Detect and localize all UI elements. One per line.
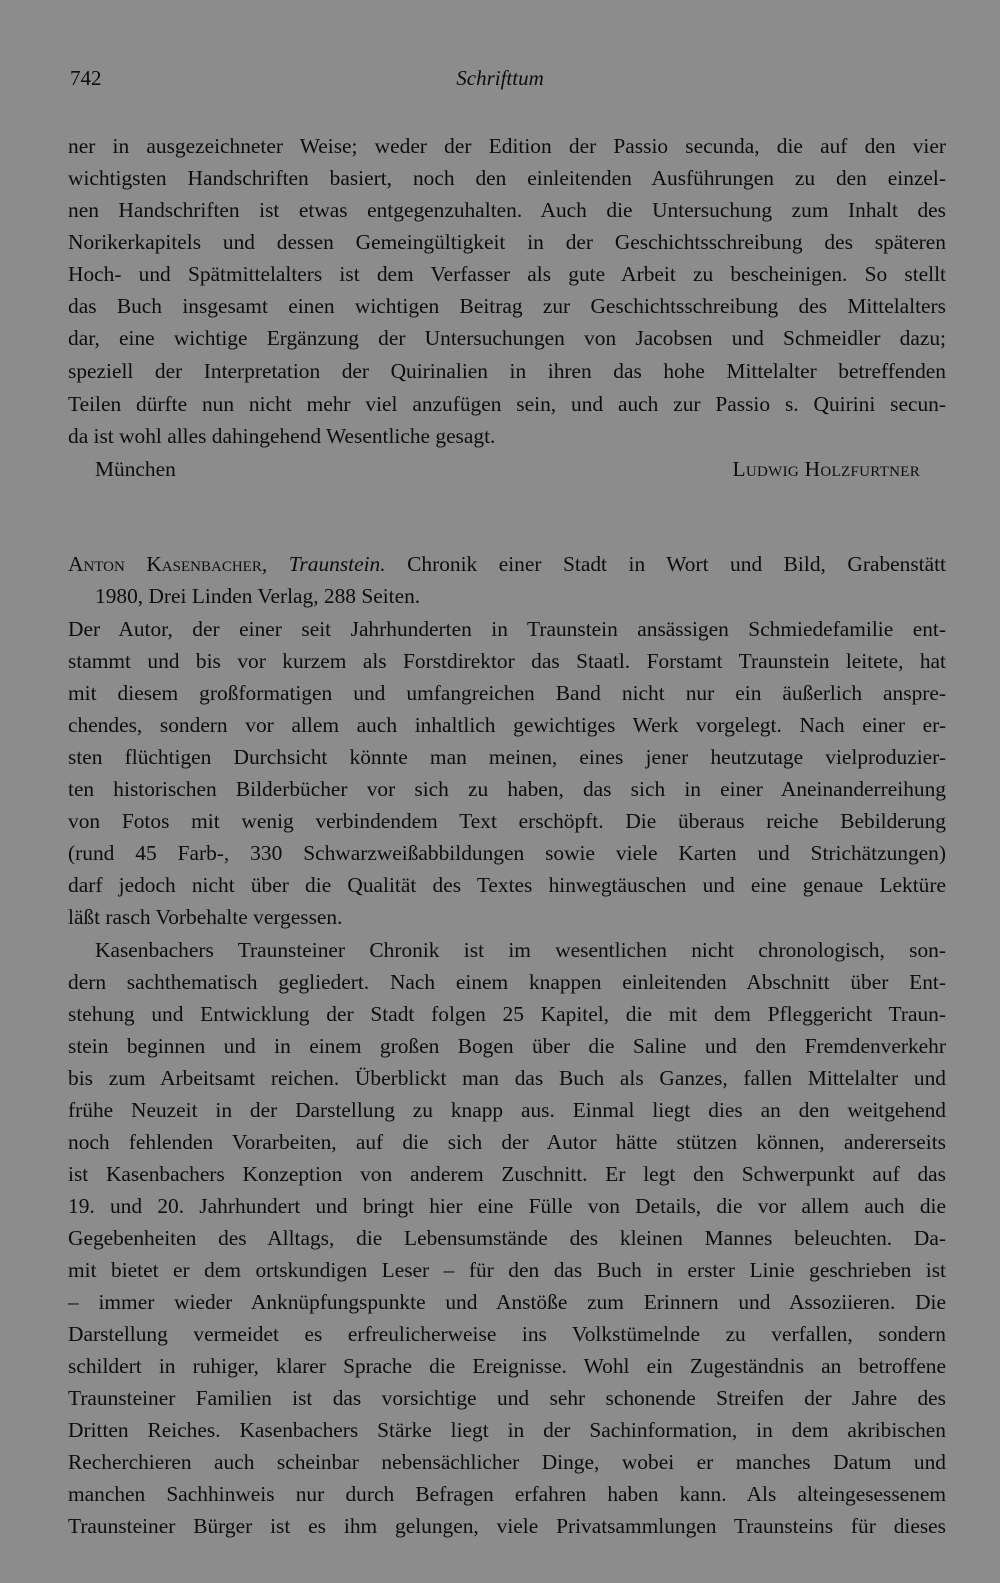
text-line: Kasenbachers Traunsteiner Chronik ist im wesentlichen nicht chronologisch, son- — [95, 938, 946, 962]
text-line: da ist wohl alles dahingehend Wesentliche gesagt. — [68, 424, 496, 448]
text-line: stammt und bis vor kurzem als Forstdirektor das Staatl. Forstamt Traunstein leitete, hat — [68, 649, 946, 673]
text-line: Hoch- und Spätmittelalters ist dem Verfasser als gute Arbeit zu bescheinigen. So stellt — [68, 262, 946, 286]
text-line: bis zum Arbeitsamt reichen. Überblickt man das Buch als Ganzes, fallen Mittelalter und — [68, 1066, 946, 1090]
text-line: speziell der Interpretation der Quirinalien in ihren das hohe Mittelalter betreffenden — [68, 359, 946, 383]
text-line: sten flüchtigen Durchsicht könnte man meinen, eines jener heutzutage vielproduzier- — [68, 745, 946, 769]
citation-line-1 — [68, 548, 946, 580]
text-line: dern sachthematisch gegliedert. Nach einem knappen einleitenden Abschnitt über Ent- — [68, 970, 946, 994]
text-line: wichtigsten Handschriften basiert, noch den einleitenden Ausführungen zu den einzel- — [68, 166, 946, 190]
text-line: Recherchieren auch scheinbar nebensächlicher Dinge, wobei er manches Datum und — [68, 1450, 946, 1474]
citation-title: Traunstein. — [288, 552, 386, 576]
running-title: Schrifttum — [456, 66, 544, 90]
text-line: mit bietet er dem ortskundigen Leser – für den das Buch in erster Linie geschrieben ist — [68, 1258, 946, 1282]
text-line: noch fehlenden Vorarbeiten, auf die sich der Autor hätte stützen können, andererseits — [68, 1130, 946, 1154]
citation-details: Chronik einer Stadt in Wort und Bild, Grabenstätt — [407, 552, 946, 576]
text-line: chendes, sondern vor allem auch inhaltlich gewichtiges Werk vorgelegt. Nach einer er- — [68, 713, 946, 737]
citation-author: Anton Kasenbacher, — [68, 552, 268, 576]
text-line: Teilen dürfte nun nicht mehr viel anzufügen sein, und auch zur Passio s. Quirini secun- — [68, 392, 946, 416]
text-line: stein beginnen und in einem großen Bogen über die Saline und den Fremdenverkehr — [68, 1034, 946, 1058]
text-line: schildert in ruhiger, klarer Sprache die Ereignisse. Wohl ein Zugeständnis an betroffene — [68, 1354, 946, 1378]
text-line: darf jedoch nicht über die Qualität des Textes hinwegtäuschen und eine genaue Lektüre — [68, 873, 946, 897]
text-line: Gegebenheiten des Alltags, die Lebensumstände des kleinen Mannes beleuchten. Da- — [68, 1226, 946, 1250]
citation-line-2: 1980, Drei Linden Verlag, 288 Seiten. — [95, 584, 421, 608]
text-line: Dritten Reiches. Kasenbachers Stärke liegt in der Sachinformation, in dem akribischen — [68, 1418, 946, 1442]
text-line: stehung und Entwicklung der Stadt folgen 25 Kapitel, die mit dem Pfleggericht Traun- — [68, 1002, 946, 1026]
text-line: (rund 45 Farb-, 330 Schwarzweißabbildungen sowie viele Karten und Strichätzungen) — [68, 841, 946, 865]
text-line: Norikerkapitels und dessen Gemeingültigkeit in der Geschichtsschreibung des späteren — [68, 230, 946, 254]
text-line: ist Kasenbachers Konzeption von anderem Zuschnitt. Er legt den Schwerpunkt auf das — [68, 1162, 946, 1186]
text-line: läßt rasch Vorbehalte vergessen. — [68, 905, 343, 929]
text-line: Traunsteiner Familien ist das vorsichtige und sehr schonende Streifen der Jahre des — [68, 1386, 946, 1410]
text-line: das Buch insgesamt einen wichtigen Beitrag zur Geschichtsschreibung des Mittelalters — [68, 294, 946, 318]
text-line: ner in ausgezeichneter Weise; weder der Edition der Passio secunda, die auf den vier — [68, 134, 946, 158]
text-line: Traunsteiner Bürger ist es ihm gelungen, viele Privatsammlungen Traunsteins für dieses — [68, 1514, 946, 1538]
page-number: 742 — [70, 66, 102, 90]
text-line: mit diesem großformatigen und umfangreichen Band nicht nur ein äußerlich anspre- — [68, 681, 946, 705]
text-line: manchen Sachhinweis nur durch Befragen erfahren haben kann. Als alteingesessenem — [68, 1482, 946, 1506]
reviewer-name: Ludwig Holzfurtner — [732, 457, 920, 481]
text-line: Der Autor, der einer seit Jahrhunderten in Traunstein ansässigen Schmiedefamilie ent- — [68, 617, 946, 641]
text-line: dar, eine wichtige Ergänzung der Untersuchungen von Jacobsen und Schmeidler dazu; — [68, 326, 946, 350]
text-line: von Fotos mit wenig verbindendem Text erschöpft. Die überaus reiche Bebilderung — [68, 809, 946, 833]
text-line: 19. und 20. Jahrhundert und bringt hier eine Fülle von Details, die vor allem auch die — [68, 1194, 946, 1218]
text-line: nen Handschriften ist etwas entgegenzuhalten. Auch die Untersuchung zum Inhalt des — [68, 198, 946, 222]
text-line: – immer wieder Anknüpfungspunkte und Anstöße zum Erinnern und Assoziieren. Die — [68, 1290, 946, 1314]
review-place: München — [95, 457, 176, 481]
text-line: Darstellung vermeidet es erfreulicherweise ins Volkstümelnde zu verfallen, sondern — [68, 1322, 946, 1346]
text-line: frühe Neuzeit in der Darstellung zu knapp aus. Einmal liegt dies an den weitgehend — [68, 1098, 946, 1122]
text-line: ten historischen Bilderbücher vor sich zu haben, das sich in einer Aneinanderreihung — [68, 777, 946, 801]
